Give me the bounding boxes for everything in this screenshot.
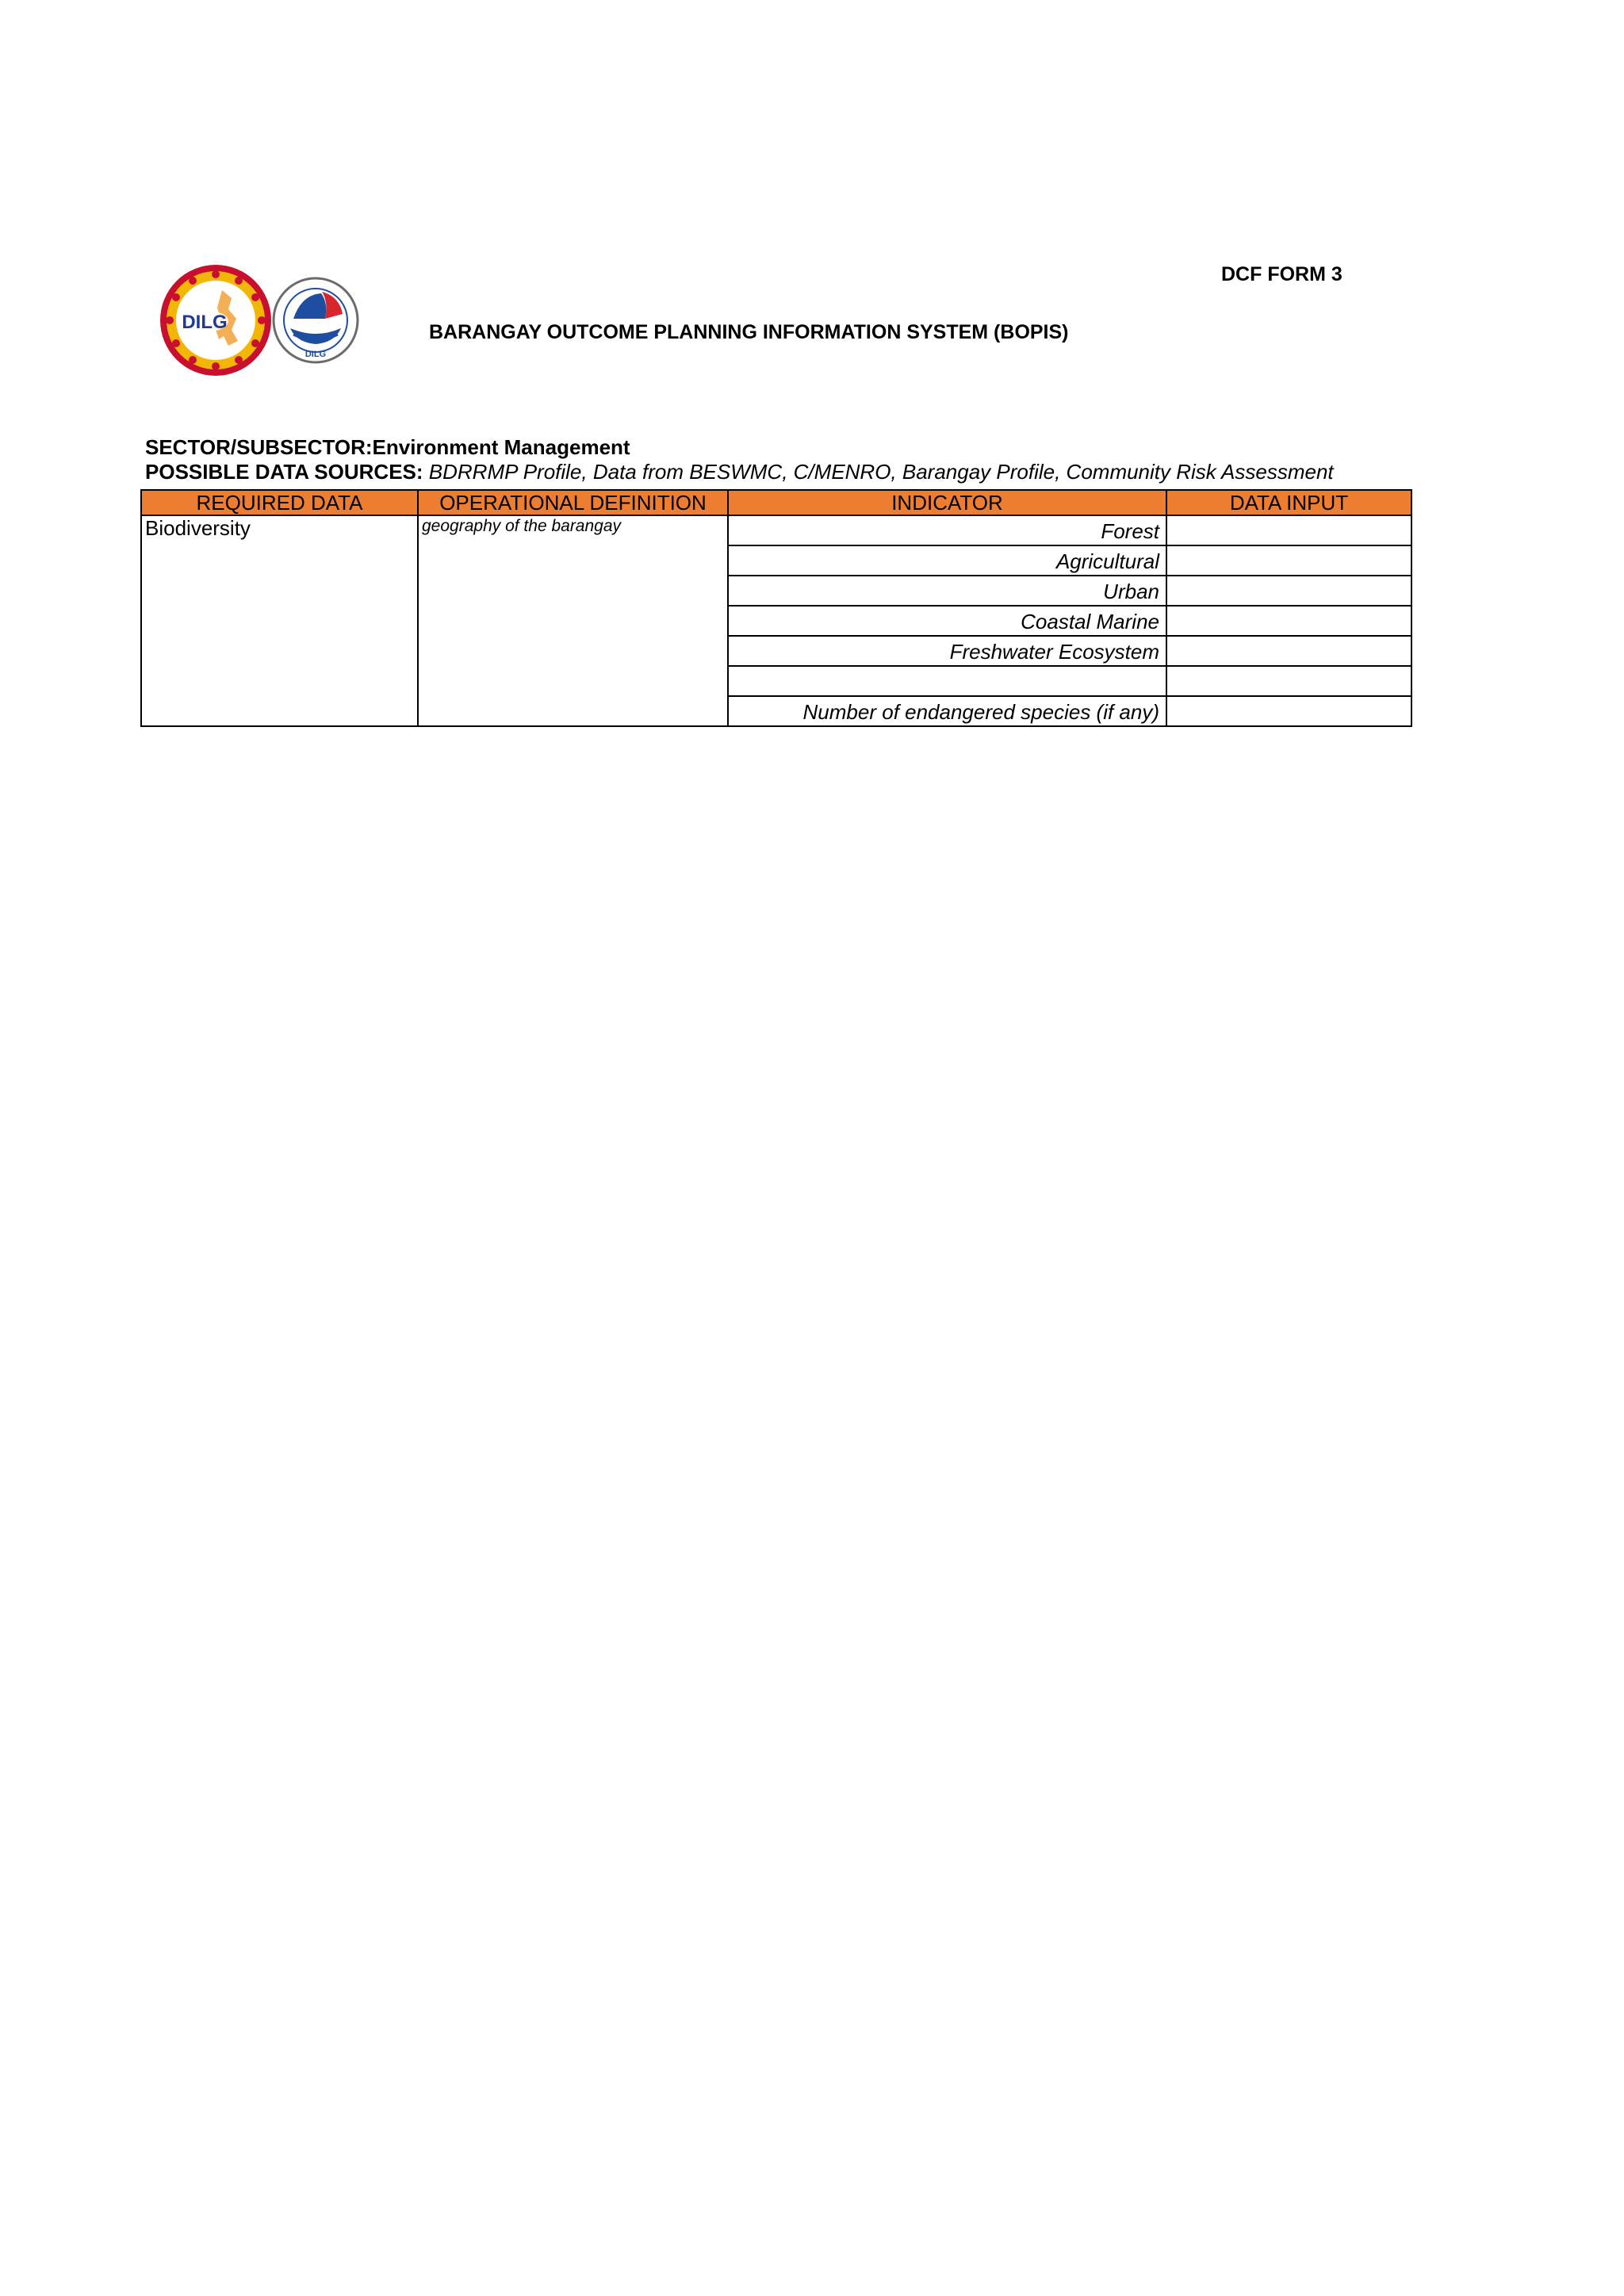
indicator-cell: Freshwater Ecosystem [728,636,1166,666]
indicator-cell: Coastal Marine [728,606,1166,636]
column-header-indicator: INDICATOR [728,490,1166,515]
form-number: DCF FORM 3 [1221,263,1342,285]
data-sources-value: BDRRMP Profile, Data from BESWMC, C/MENRO, Barangay Profile, Community Risk Assessment [423,460,1334,484]
operational-definition-cell: geography of the barangay [418,515,728,726]
nbo-seal-text: DILG [304,350,327,359]
dilg-seal-text: DILG [182,312,228,333]
data-capture-table [140,489,1412,727]
logo-group [159,263,365,378]
table-row [141,515,1411,545]
data-input-cell[interactable] [1166,515,1411,545]
indicator-cell: Forest [728,515,1166,545]
required-data-cell: Biodiversity [141,515,418,726]
data-input-cell[interactable] [1166,606,1411,636]
data-input-cell[interactable] [1166,636,1411,666]
column-header-data-input: DATA INPUT [1166,490,1411,515]
column-header-required-data: REQUIRED DATA [141,490,418,515]
indicator-cell [728,666,1166,696]
data-input-cell[interactable] [1166,666,1411,696]
data-input-cell[interactable] [1166,696,1411,726]
column-header-operational-definition: OPERATIONAL DEFINITION [418,490,728,515]
indicator-cell: Agricultural [728,545,1166,576]
data-sources-line [145,460,1334,484]
data-input-cell[interactable] [1166,576,1411,606]
dilg-seal-icon [160,265,271,376]
data-input-cell[interactable] [1166,545,1411,576]
table-header-row [141,490,1411,515]
nbo-seal-icon [274,278,358,362]
indicator-cell: Urban [728,576,1166,606]
seal-logos [159,263,365,378]
system-title: BARANGAY OUTCOME PLANNING INFORMATION SYSTEM (BOPIS) [429,321,1069,343]
data-sources-label: POSSIBLE DATA SOURCES: [145,460,423,484]
indicator-cell: Number of endangered species (if any) [728,696,1166,726]
sector-subsector-line: SECTOR/SUBSECTOR:Environment Management [145,435,630,459]
